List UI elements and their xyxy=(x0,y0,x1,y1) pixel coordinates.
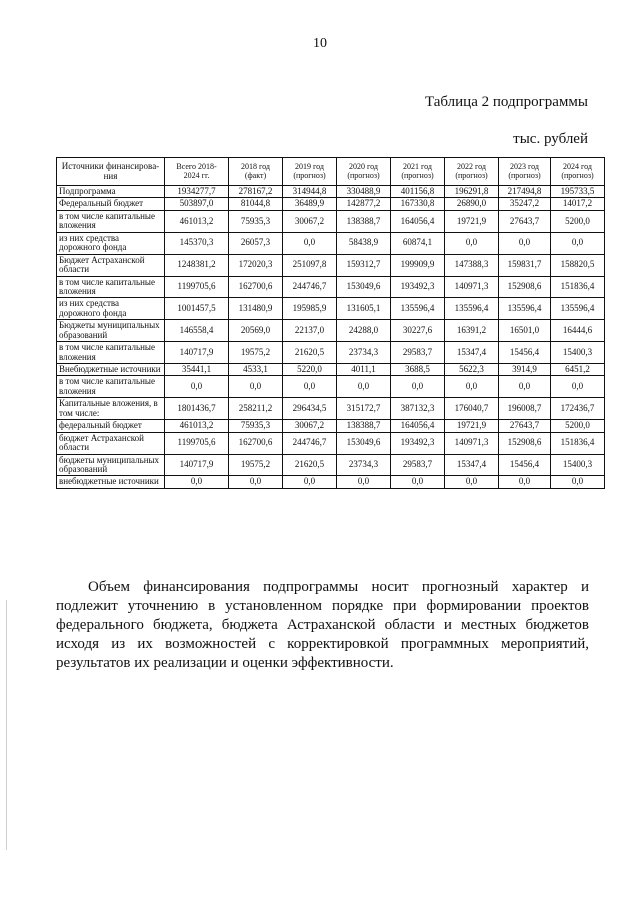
value-cell: 278167,2 xyxy=(229,186,283,198)
table-header-row xyxy=(57,158,605,186)
value-cell: 1199705,6 xyxy=(165,432,229,454)
table-row xyxy=(57,476,605,488)
value-cell: 162700,6 xyxy=(229,276,283,298)
value-cell: 131605,1 xyxy=(337,298,391,320)
table-body xyxy=(57,186,605,489)
value-cell: 146558,4 xyxy=(165,320,229,342)
value-cell: 135596,4 xyxy=(499,298,551,320)
value-cell: 35441,1 xyxy=(165,364,229,376)
value-cell: 15347,4 xyxy=(445,342,499,364)
header-cell: 2019 год (прогноз) xyxy=(283,158,337,186)
value-cell: 0,0 xyxy=(551,232,605,254)
value-cell: 15456,4 xyxy=(499,454,551,476)
source-cell: Федеральный бюджет xyxy=(57,198,165,210)
value-cell: 58438,9 xyxy=(337,232,391,254)
value-cell: 0,0 xyxy=(551,376,605,398)
value-cell: 16391,2 xyxy=(445,320,499,342)
value-cell: 75935,3 xyxy=(229,210,283,232)
value-cell: 0,0 xyxy=(445,232,499,254)
value-cell: 152908,6 xyxy=(499,276,551,298)
source-cell: из них средства дорожного фонда xyxy=(57,232,165,254)
value-cell: 15400,3 xyxy=(551,454,605,476)
table-row xyxy=(57,298,605,320)
source-cell: Бюджеты муниципальных образований xyxy=(57,320,165,342)
value-cell: 0,0 xyxy=(551,476,605,488)
value-cell: 162700,6 xyxy=(229,432,283,454)
header-cell: 2023 год (прогноз) xyxy=(499,158,551,186)
value-cell: 176040,7 xyxy=(445,398,499,420)
source-cell: Капитальные вложения, в том числе: xyxy=(57,398,165,420)
value-cell: 0,0 xyxy=(337,476,391,488)
table-row xyxy=(57,210,605,232)
table-title: Таблица 2 подпрограммы xyxy=(424,94,588,110)
table-row xyxy=(57,432,605,454)
value-cell: 36489,9 xyxy=(283,198,337,210)
value-cell: 1248381,2 xyxy=(165,254,229,276)
value-cell: 153049,6 xyxy=(337,276,391,298)
value-cell: 19575,2 xyxy=(229,454,283,476)
value-cell: 4533,1 xyxy=(229,364,283,376)
value-cell: 159312,7 xyxy=(337,254,391,276)
value-cell: 140717,9 xyxy=(165,342,229,364)
value-cell: 0,0 xyxy=(283,376,337,398)
table-row xyxy=(57,232,605,254)
value-cell: 0,0 xyxy=(165,376,229,398)
source-cell: бюджет Астраханской области xyxy=(57,432,165,454)
value-cell: 0,0 xyxy=(499,476,551,488)
value-cell: 135596,4 xyxy=(445,298,499,320)
table-row xyxy=(57,364,605,376)
table-row xyxy=(57,420,605,432)
value-cell: 24288,0 xyxy=(337,320,391,342)
value-cell: 14017,2 xyxy=(551,198,605,210)
value-cell: 461013,2 xyxy=(165,420,229,432)
value-cell: 244746,7 xyxy=(283,276,337,298)
value-cell: 330488,9 xyxy=(337,186,391,198)
value-cell: 164056,4 xyxy=(391,420,445,432)
value-cell: 152908,6 xyxy=(499,432,551,454)
value-cell: 75935,3 xyxy=(229,420,283,432)
value-cell: 131480,9 xyxy=(229,298,283,320)
value-cell: 145370,3 xyxy=(165,232,229,254)
value-cell: 158820,5 xyxy=(551,254,605,276)
table-row xyxy=(57,276,605,298)
source-cell: в том числе капитальные вложения xyxy=(57,210,165,232)
value-cell: 5220,0 xyxy=(283,364,337,376)
value-cell: 26890,0 xyxy=(445,198,499,210)
value-cell: 199909,9 xyxy=(391,254,445,276)
value-cell: 0,0 xyxy=(337,376,391,398)
value-cell: 153049,6 xyxy=(337,432,391,454)
value-cell: 1001457,5 xyxy=(165,298,229,320)
value-cell: 138388,7 xyxy=(337,210,391,232)
value-cell: 0,0 xyxy=(391,376,445,398)
value-cell: 3688,5 xyxy=(391,364,445,376)
value-cell: 251097,8 xyxy=(283,254,337,276)
table-row xyxy=(57,454,605,476)
value-cell: 5200,0 xyxy=(551,210,605,232)
value-cell: 1934277,7 xyxy=(165,186,229,198)
scan-edge-mark xyxy=(6,600,7,850)
value-cell: 16444,6 xyxy=(551,320,605,342)
value-cell: 151836,4 xyxy=(551,276,605,298)
value-cell: 195985,9 xyxy=(283,298,337,320)
table-row xyxy=(57,254,605,276)
value-cell: 461013,2 xyxy=(165,210,229,232)
value-cell: 140971,3 xyxy=(445,432,499,454)
value-cell: 135596,4 xyxy=(391,298,445,320)
source-cell: Подпрограмма xyxy=(57,186,165,198)
value-cell: 16501,0 xyxy=(499,320,551,342)
header-cell: 2022 год (прогноз) xyxy=(445,158,499,186)
value-cell: 0,0 xyxy=(445,476,499,488)
value-cell: 1801436,7 xyxy=(165,398,229,420)
value-cell: 142877,2 xyxy=(337,198,391,210)
value-cell: 296434,5 xyxy=(283,398,337,420)
source-cell: из них средства дорожного фонда xyxy=(57,298,165,320)
value-cell: 401156,8 xyxy=(391,186,445,198)
value-cell: 164056,4 xyxy=(391,210,445,232)
value-cell: 0,0 xyxy=(499,232,551,254)
value-cell: 23734,3 xyxy=(337,342,391,364)
header-cell: 2020 год (прогноз) xyxy=(337,158,391,186)
value-cell: 19721,9 xyxy=(445,210,499,232)
value-cell: 0,0 xyxy=(165,476,229,488)
value-cell: 23734,3 xyxy=(337,454,391,476)
value-cell: 0,0 xyxy=(283,232,337,254)
value-cell: 0,0 xyxy=(445,376,499,398)
value-cell: 26057,3 xyxy=(229,232,283,254)
value-cell: 147388,3 xyxy=(445,254,499,276)
table-row xyxy=(57,320,605,342)
value-cell: 20569,0 xyxy=(229,320,283,342)
value-cell: 159831,7 xyxy=(499,254,551,276)
value-cell: 172020,3 xyxy=(229,254,283,276)
table-row xyxy=(57,342,605,364)
value-cell: 140717,9 xyxy=(165,454,229,476)
value-cell: 0,0 xyxy=(229,376,283,398)
table-row xyxy=(57,186,605,198)
value-cell: 27643,7 xyxy=(499,420,551,432)
source-cell: Внебюджетные источники xyxy=(57,364,165,376)
table-row xyxy=(57,398,605,420)
header-cell: 2024 год (прогноз) xyxy=(551,158,605,186)
value-cell: 30227,6 xyxy=(391,320,445,342)
value-cell: 140971,3 xyxy=(445,276,499,298)
header-cell: 2018 год (факт) xyxy=(229,158,283,186)
value-cell: 503897,0 xyxy=(165,198,229,210)
value-cell: 0,0 xyxy=(499,376,551,398)
value-cell: 22137,0 xyxy=(283,320,337,342)
value-cell: 30067,2 xyxy=(283,210,337,232)
page-number: 10 xyxy=(313,36,327,51)
header-cell: 2021 год (прогноз) xyxy=(391,158,445,186)
value-cell: 15347,4 xyxy=(445,454,499,476)
body-paragraph: Объем финансирования подпрограммы носит прогнозный характер и подлежит уточнению в установленном порядке при формировании проектов федерального бюджета, бюджета Астраханской области и местных бюджетов исходя из их возможностей с корректировкой программных мероприятий, результатов их реализации и оценки эффективности. xyxy=(56,579,589,671)
value-cell: 172436,7 xyxy=(551,398,605,420)
value-cell: 196291,8 xyxy=(445,186,499,198)
value-cell: 151836,4 xyxy=(551,432,605,454)
units-label: тыс. рублей xyxy=(513,131,588,147)
value-cell: 19575,2 xyxy=(229,342,283,364)
value-cell: 167330,8 xyxy=(391,198,445,210)
value-cell: 30067,2 xyxy=(283,420,337,432)
value-cell: 135596,4 xyxy=(551,298,605,320)
value-cell: 29583,7 xyxy=(391,454,445,476)
value-cell: 35247,2 xyxy=(499,198,551,210)
source-cell: в том числе капитальные вложения xyxy=(57,376,165,398)
value-cell: 193492,3 xyxy=(391,276,445,298)
value-cell: 15456,4 xyxy=(499,342,551,364)
value-cell: 29583,7 xyxy=(391,342,445,364)
value-cell: 138388,7 xyxy=(337,420,391,432)
value-cell: 195733,5 xyxy=(551,186,605,198)
value-cell: 387132,3 xyxy=(391,398,445,420)
value-cell: 0,0 xyxy=(283,476,337,488)
value-cell: 15400,3 xyxy=(551,342,605,364)
value-cell: 6451,2 xyxy=(551,364,605,376)
value-cell: 5200,0 xyxy=(551,420,605,432)
value-cell: 4011,1 xyxy=(337,364,391,376)
value-cell: 21620,5 xyxy=(283,342,337,364)
value-cell: 315172,7 xyxy=(337,398,391,420)
source-cell: внебюджетные источники xyxy=(57,476,165,488)
financing-table xyxy=(56,157,605,489)
value-cell: 193492,3 xyxy=(391,432,445,454)
value-cell: 19721,9 xyxy=(445,420,499,432)
table-row xyxy=(57,198,605,210)
value-cell: 0,0 xyxy=(229,476,283,488)
source-cell: федеральный бюджет xyxy=(57,420,165,432)
value-cell: 0,0 xyxy=(391,476,445,488)
header-cell-source: Источники финансирова- ния xyxy=(57,158,165,186)
source-cell: бюджеты муниципальных образований xyxy=(57,454,165,476)
value-cell: 217494,8 xyxy=(499,186,551,198)
source-cell: в том числе капитальные вложения xyxy=(57,276,165,298)
value-cell: 60874,1 xyxy=(391,232,445,254)
value-cell: 258211,2 xyxy=(229,398,283,420)
value-cell: 314944,8 xyxy=(283,186,337,198)
value-cell: 81044,8 xyxy=(229,198,283,210)
value-cell: 3914,9 xyxy=(499,364,551,376)
value-cell: 244746,7 xyxy=(283,432,337,454)
value-cell: 196008,7 xyxy=(499,398,551,420)
source-cell: Бюджет Астраханской области xyxy=(57,254,165,276)
header-cell: Всего 2018- 2024 гг. xyxy=(165,158,229,186)
value-cell: 1199705,6 xyxy=(165,276,229,298)
source-cell: в том числе капитальные вложения xyxy=(57,342,165,364)
value-cell: 27643,7 xyxy=(499,210,551,232)
value-cell: 5622,3 xyxy=(445,364,499,376)
table-row xyxy=(57,376,605,398)
value-cell: 21620,5 xyxy=(283,454,337,476)
